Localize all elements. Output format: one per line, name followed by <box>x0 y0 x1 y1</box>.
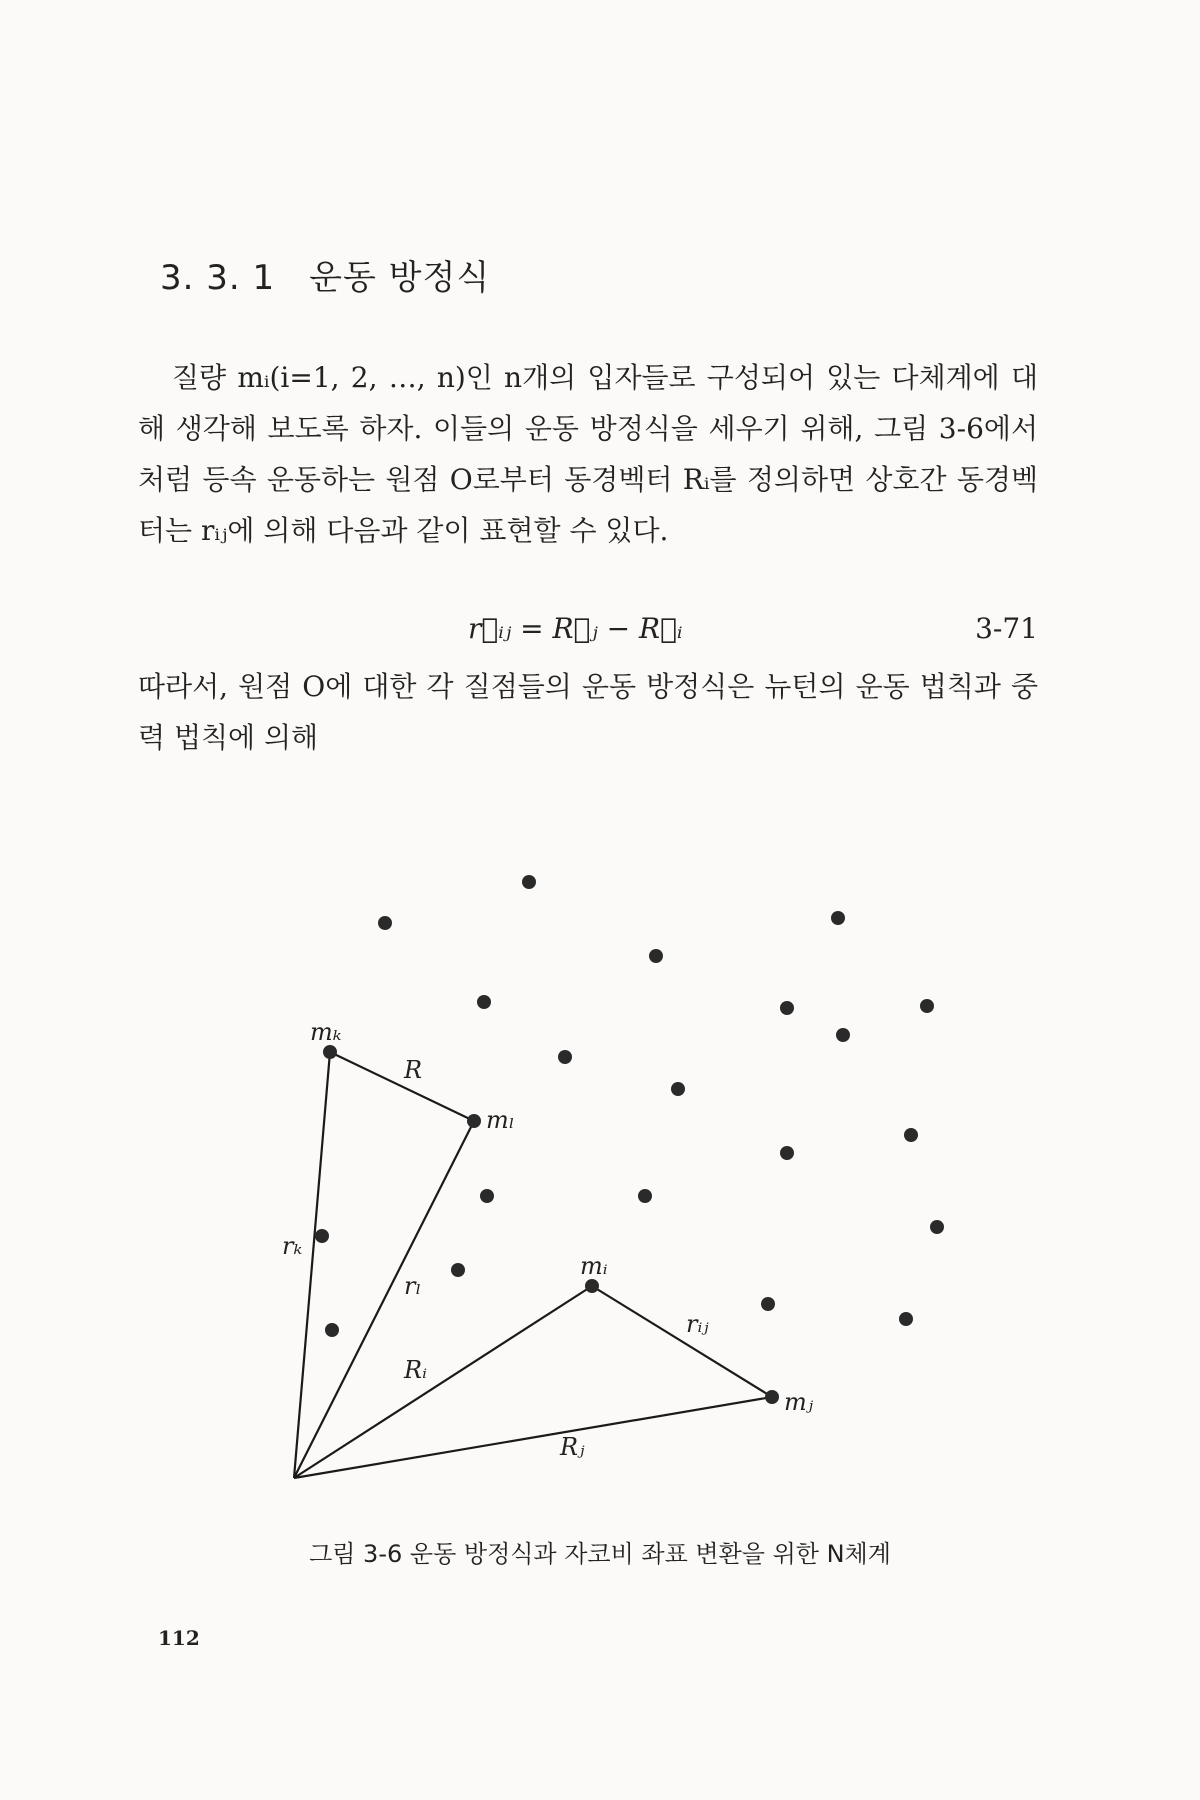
particle <box>920 999 934 1013</box>
line-R <box>330 1052 474 1121</box>
particle-mj <box>765 1390 779 1404</box>
particle <box>761 1297 775 1311</box>
particle <box>780 1001 794 1015</box>
label-rl: rₗ <box>404 1272 422 1300</box>
paragraph-followup: 따라서, 원점 O에 대한 각 질점들의 운동 방정식은 뉴턴의 운동 법칙과 중력 법칙에 의해 <box>138 670 1038 754</box>
equation-expression: r⃗ᵢⱼ = R⃗ⱼ − R⃗ᵢ <box>468 612 683 645</box>
label-ml: mₗ <box>486 1106 515 1134</box>
line-rl <box>294 1121 474 1478</box>
label-Ri: Rᵢ <box>404 1356 427 1384</box>
equation-number: 3-71 <box>975 612 1038 645</box>
section-title: 운동 방정식 <box>309 258 491 298</box>
particle <box>480 1189 494 1203</box>
particle <box>378 916 392 930</box>
particle <box>315 1229 329 1243</box>
label-mj: mⱼ <box>784 1388 814 1416</box>
label-R: R <box>404 1056 423 1084</box>
section-number: 3. 3. 1 <box>160 258 276 298</box>
label-mi: mᵢ <box>580 1252 608 1280</box>
label-mk: mₖ <box>310 1018 342 1046</box>
particle <box>836 1028 850 1042</box>
particle-mk <box>323 1045 337 1059</box>
particle-mi <box>585 1279 599 1293</box>
line-rij <box>592 1286 772 1397</box>
particle <box>638 1189 652 1203</box>
label-Rj: Rⱼ <box>560 1433 585 1461</box>
particle <box>325 1323 339 1337</box>
paragraph-intro: 질량 mᵢ(i=1, 2, …, n)인 n개의 입자들로 구성되어 있는 다체계에 대해 생각해 보도록 하자. 이들의 운동 방정식을 세우기 위해, 그림 3-6에서처럼 등속 운동하는 원점 O로부터 동경벡터 Rᵢ를 정의하면 상호간 동경벡터는 rᵢⱼ에 의해 다음과 같이 표현할 수 있다. <box>138 361 1038 547</box>
particle <box>477 995 491 1009</box>
particle <box>558 1050 572 1064</box>
line-rk <box>294 1052 330 1478</box>
particle <box>831 911 845 925</box>
particle <box>899 1312 913 1326</box>
line-Ri <box>294 1286 592 1478</box>
page-number: 112 <box>158 1626 200 1650</box>
particle <box>904 1128 918 1142</box>
label-rk: rₖ <box>282 1232 303 1260</box>
line-Rj <box>294 1397 772 1478</box>
particle <box>451 1263 465 1277</box>
particle <box>649 949 663 963</box>
particle <box>780 1146 794 1160</box>
particle <box>522 875 536 889</box>
figure-caption: 그림 3-6 운동 방정식과 자코비 좌표 변환을 위한 N체계 <box>309 1540 891 1568</box>
figure-lines <box>294 1052 772 1478</box>
particle <box>930 1220 944 1234</box>
figure-labels <box>282 1018 814 1461</box>
label-rij: rᵢⱼ <box>686 1310 709 1338</box>
particles <box>315 875 944 1404</box>
particle-ml <box>467 1114 481 1128</box>
particle <box>671 1082 685 1096</box>
